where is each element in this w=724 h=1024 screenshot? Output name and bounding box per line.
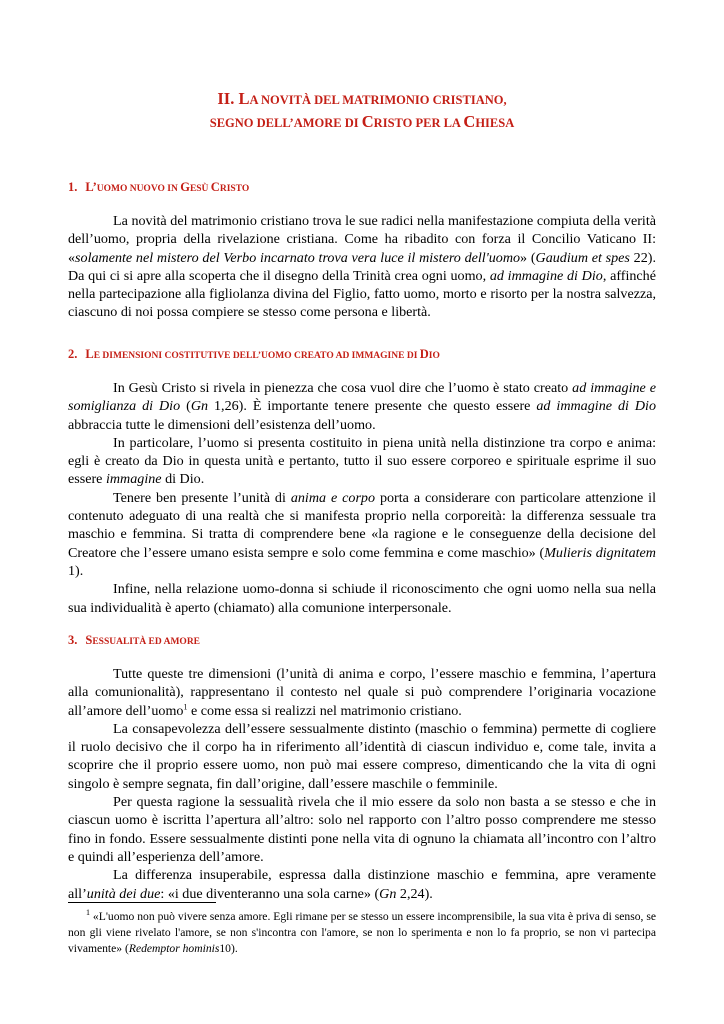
section-1-body: [68, 212, 656, 322]
title-line-1: II. LA NOVITÀ DEL MATRIMONIO CRISTIANO,: [217, 89, 507, 108]
footnote-number: 1: [86, 908, 90, 918]
paragraph: In particolare, l’uomo si presenta costituito in piena unità nella distinzione tra corpo e anima: egli è creato da Dio in questa unità e pertanto, tutto il suo essere corporeo e spirituale esprime il suo essere immagine di Dio.: [68, 434, 656, 488]
paragraph: Infine, nella relazione uomo-donna si schiude il riconoscimento che ogni uomo nella sua nella sua individualità è aperto (chiamato) alla comunione interpersonale.: [68, 581, 656, 616]
document-title: [68, 88, 656, 134]
title-line-2: SEGNO DELL’AMORE DI CRISTO PER LA CHIESA: [209, 112, 515, 131]
section-heading-3: 3. SESSUALITÀ ED AMORE: [68, 633, 201, 647]
paragraph: La differenza insuperabile, espressa dalla distinzione maschio e femmina, apre veramente all’unità dei due: «i due diventeranno una sola carne» (Gn 2,24).: [68, 867, 656, 902]
paragraph: Tenere ben presente l’unità di anima e corpo porta a considerare con particolare attenzione il contenuto adeguato di una realtà che si manifesta proprio nella corporeità: la differenza sessuale tra maschio e femmina. Si tratta di comprendere bene «la ragione e le conseguenze della decisione del Creatore che l’essere umano esista sempre e solo come femmina e come maschio» (Mulieris dignitatem 1).: [68, 489, 656, 579]
section-2-body: [68, 379, 656, 617]
section-heading-2: 2. LE DIMENSIONI COSTITUTIVE DELL’UOMO CREATO AD IMMAGINE DI DIO: [68, 347, 440, 361]
paragraph: Per questa ragione la sessualità rivela che il mio essere da solo non basta a se stesso e che in ciascun uomo è iscritta l’apertura all’altro: solo nel rapporto con l’altro posso comprendere me stesso fino in fondo. Essere sessualmente distinti pone nella vita di ognuno la chiamata all’incontro con l’altro e quindi all’esperienza dell’amore.: [68, 794, 656, 865]
paragraph: La novità del matrimonio cristiano trova le sue radici nella manifestazione compiuta della verità dell’uomo, propria della rivelazione cristiana. Come ha ribadito con forza il Concilio Vaticano II: «solamente nel mistero del Verbo incarnato trova vera luce il mistero dell'uomo» (Gaudium et spes 22). Da qui ci si apre alla scoperta che il disegno della Trinità crea ogni uomo, ad immagine di Dio, affinché nella partecipazione alla figliolanza divina del Figlio, fatto uomo, morto e risorto per la nostra salvezza, ciascuno di noi possa compiere se stesso come persona e libertà.: [68, 213, 656, 321]
paragraph: In Gesù Cristo si rivela in pienezza che cosa vuol dire che l’uomo è stato creato ad immagine e somiglianza di Dio (Gn 1,26). È importante tenere presente che questo essere ad immagine di Dio abbraccia tutte le dimensioni dell’esistenza dell’uomo.: [68, 380, 657, 433]
paragraph: La consapevolezza dell’essere sessualmente distinto (maschio o femmina) permette di cogliere il ruolo decisivo che il corpo ha in riferimento all’identità di ciascun individuo e, come tale, invita a scoprire che il proprio essere uomo, non può mai essere compreso, dimenticando che la vita di ogni singolo è sempre segnata, fin dall’origine, dall’essere maschile o femminile.: [68, 720, 656, 792]
section-heading-1: 1. L’UOMO NUOVO IN GESÙ CRISTO: [68, 180, 250, 194]
paragraph: Tutte queste tre dimensioni (l’unità di anima e corpo, l’essere maschio e femmina, l’apertura alla comunionalità), rappresentano il contesto nel quale si può comprendere l’originaria vocazione all’amore dell’uomo$^1$ e come essa si realizzi nel matrimonio cristiano.: [68, 666, 656, 719]
footnote-separator: [68, 902, 216, 903]
section-3-body: [68, 665, 656, 903]
footnote-ref[interactable]: 1: [183, 701, 188, 711]
footnote: $^1$ «L'uomo non può vivere senza amore. Egli rimane per se stesso un essere incomprensibile, la sua vita è priva di senso, se non gli viene rivelato l'amore, se non s'incontra con l'amore, se non lo sperimenta e non lo fa proprio, se non vi partecipa vivamente» (Redemptor hominis10).: [68, 908, 656, 956]
